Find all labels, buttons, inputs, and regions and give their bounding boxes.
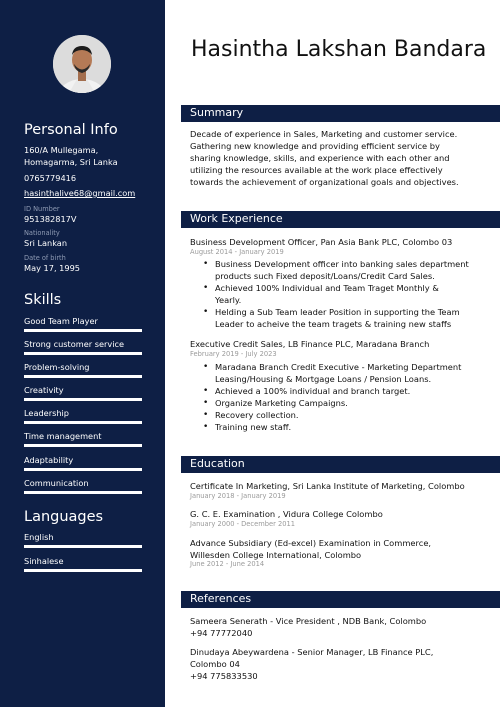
- reference-item: [190, 646, 480, 682]
- skill-name: Adaptability: [24, 455, 74, 465]
- reference-line: Dinudaya Abeywardena - Senior Manager, LB Finance PLC,: [190, 647, 434, 657]
- language-name: Sinhalese: [24, 556, 64, 566]
- references-header: [181, 591, 500, 608]
- job-bullet: [215, 409, 487, 421]
- bullet-line: • Helding a Sub Team leader Position in supporting the Team: [215, 307, 460, 317]
- skill-bar: [24, 375, 142, 378]
- education-heading: Education: [190, 457, 245, 470]
- references-heading: References: [190, 592, 252, 605]
- bullet-line: • Maradana Branch Credit Executive - Marketing Department: [215, 362, 462, 372]
- skill-bar-fill: [24, 398, 142, 401]
- reference-line: Colombo 04: [190, 659, 240, 669]
- summary-line: Gathering new knowledge and providing efficient service by: [190, 141, 440, 151]
- education-dates: June 2012 - June 2014: [190, 560, 265, 568]
- dob-value: May 17, 1995: [24, 263, 80, 273]
- job-bullets: [215, 361, 487, 433]
- summary-text: [190, 128, 480, 188]
- profile-photo: [53, 35, 111, 93]
- summary-line: towards the achievement of organizational goals and objectives.: [190, 177, 459, 187]
- job-bullets: [215, 258, 487, 330]
- work-experience-header: [181, 211, 500, 228]
- skill-bar: [24, 468, 142, 471]
- sidebar: [0, 0, 165, 707]
- skill-bar-fill: [24, 491, 142, 494]
- language-item: [24, 556, 142, 572]
- job-dates: August 2014 - January 2019: [190, 248, 284, 256]
- nationality-value: Sri Lankan: [24, 238, 68, 248]
- education-title-line: Advance Subsidiary (Ed-excel) Examination in Commerce,: [190, 538, 432, 548]
- education-dates: January 2018 - January 2019: [190, 492, 286, 500]
- main-content: [165, 0, 500, 707]
- language-bar-fill: [24, 545, 142, 548]
- education-header: [181, 456, 500, 473]
- skill-item: [24, 362, 142, 378]
- language-name: English: [24, 532, 54, 542]
- address-line-2: Homagarma, Sri Lanka: [24, 157, 118, 167]
- education-title: [190, 537, 490, 561]
- bullet-line: • Achieved 100% Individual and Team Traget Monthly &: [215, 283, 439, 293]
- skill-item: [24, 455, 142, 471]
- bullet-line: Leader to acheive the team tragets & training new staffs: [215, 319, 452, 329]
- bullet-line: • Achieved a 100% individual and branch target.: [215, 386, 411, 396]
- skill-bar: [24, 421, 142, 424]
- skill-name: Creativity: [24, 385, 64, 395]
- skill-bar-fill: [24, 468, 142, 471]
- job-bullet: [215, 258, 487, 282]
- bullet-line: • Business Development officer into banking sales department: [215, 259, 469, 269]
- skill-item: [24, 408, 142, 424]
- bullet-line: Leasing/Housing & Mortgage Loans / Pension Loans.: [215, 374, 432, 384]
- reference-phone: +94 775833530: [190, 671, 258, 681]
- languages-heading: Languages: [24, 509, 104, 525]
- skill-name: Leadership: [24, 408, 69, 418]
- skill-bar: [24, 398, 142, 401]
- job-dates: February 2019 - July 2023: [190, 350, 277, 358]
- skill-bar-fill: [24, 444, 142, 447]
- language-item: [24, 532, 142, 548]
- job-bullet: [215, 306, 487, 330]
- job-bullet: [215, 385, 487, 397]
- skill-bar-fill: [24, 375, 142, 378]
- skill-item: [24, 385, 142, 401]
- summary-line: sharing knowledge, skills, and experience with each other and: [190, 153, 450, 163]
- language-bar-fill: [24, 569, 142, 572]
- skill-bar-fill: [24, 421, 142, 424]
- email-link[interactable]: hasinthalive68@gmail.com: [24, 188, 136, 198]
- job-title: Executive Credit Sales, LB Finance PLC, Maradana Branch: [190, 339, 430, 349]
- education-title-line: Willesden College International, Colombo: [190, 550, 362, 560]
- dob-label: Date of birth: [24, 254, 66, 262]
- skill-bar-fill: [24, 329, 142, 332]
- skill-bar: [24, 444, 142, 447]
- summary-line: utilizing the resources available at the work place effectively: [190, 165, 443, 175]
- job-bullet: [215, 421, 487, 433]
- id-number-label: ID Number: [24, 205, 60, 213]
- summary-heading: Summary: [190, 106, 244, 119]
- job-title: Business Development Officer, Pan Asia Bank PLC, Colombo 03: [190, 237, 453, 247]
- bullet-line: • Recovery collection.: [215, 410, 299, 420]
- job-bullet: [215, 282, 487, 306]
- skill-bar-fill: [24, 352, 142, 355]
- bullet-line: • Organize Marketing Campaigns.: [215, 398, 348, 408]
- skill-name: Strong customer service: [24, 339, 125, 349]
- skill-name: Communication: [24, 478, 89, 488]
- education-title: Certificate In Marketing, Sri Lanka Institute of Marketing, Colombo: [190, 481, 465, 491]
- skill-bar: [24, 352, 142, 355]
- skill-item: [24, 339, 142, 355]
- skill-name: Time management: [24, 431, 102, 441]
- skill-bar: [24, 491, 142, 494]
- bullet-line: • Training new staff.: [215, 422, 292, 432]
- language-bar: [24, 545, 142, 548]
- job-bullet: [215, 397, 487, 409]
- skill-item: [24, 431, 142, 447]
- skill-name: Problem-solving: [24, 362, 90, 372]
- id-number-value: 951382817V: [24, 214, 77, 224]
- summary-header: [181, 105, 500, 122]
- address-line-1: 160/A Mullegama,: [24, 145, 99, 155]
- reference-phone: +94 77772040: [190, 628, 253, 638]
- reference-item: [190, 615, 480, 639]
- education-dates: January 2000 - December 2011: [190, 520, 295, 528]
- work-experience-heading: Work Experience: [190, 212, 283, 225]
- nationality-label: Nationality: [24, 229, 60, 237]
- language-bar: [24, 569, 142, 572]
- bullet-line: products such Fixed deposit/Loans/Credit Card Sales.: [215, 271, 435, 281]
- skill-bar: [24, 329, 142, 332]
- skills-heading: Skills: [24, 292, 62, 308]
- candidate-name: Hasintha Lakshan Bandara: [191, 37, 487, 62]
- skill-item: [24, 316, 142, 332]
- skill-item: [24, 478, 142, 494]
- phone-number: 0765779416: [24, 173, 77, 183]
- education-title: G. C. E. Examination , Vidura College Colombo: [190, 509, 383, 519]
- summary-line: Decade of experience in Sales, Marketing and customer service.: [190, 129, 458, 139]
- job-bullet: [215, 361, 487, 385]
- skill-name: Good Team Player: [24, 316, 98, 326]
- personal-info-heading: Personal Info: [24, 122, 118, 138]
- bullet-line: Yearly.: [215, 295, 242, 305]
- reference-line: Sameera Senerath - Vice President , NDB Bank, Colombo: [190, 616, 427, 626]
